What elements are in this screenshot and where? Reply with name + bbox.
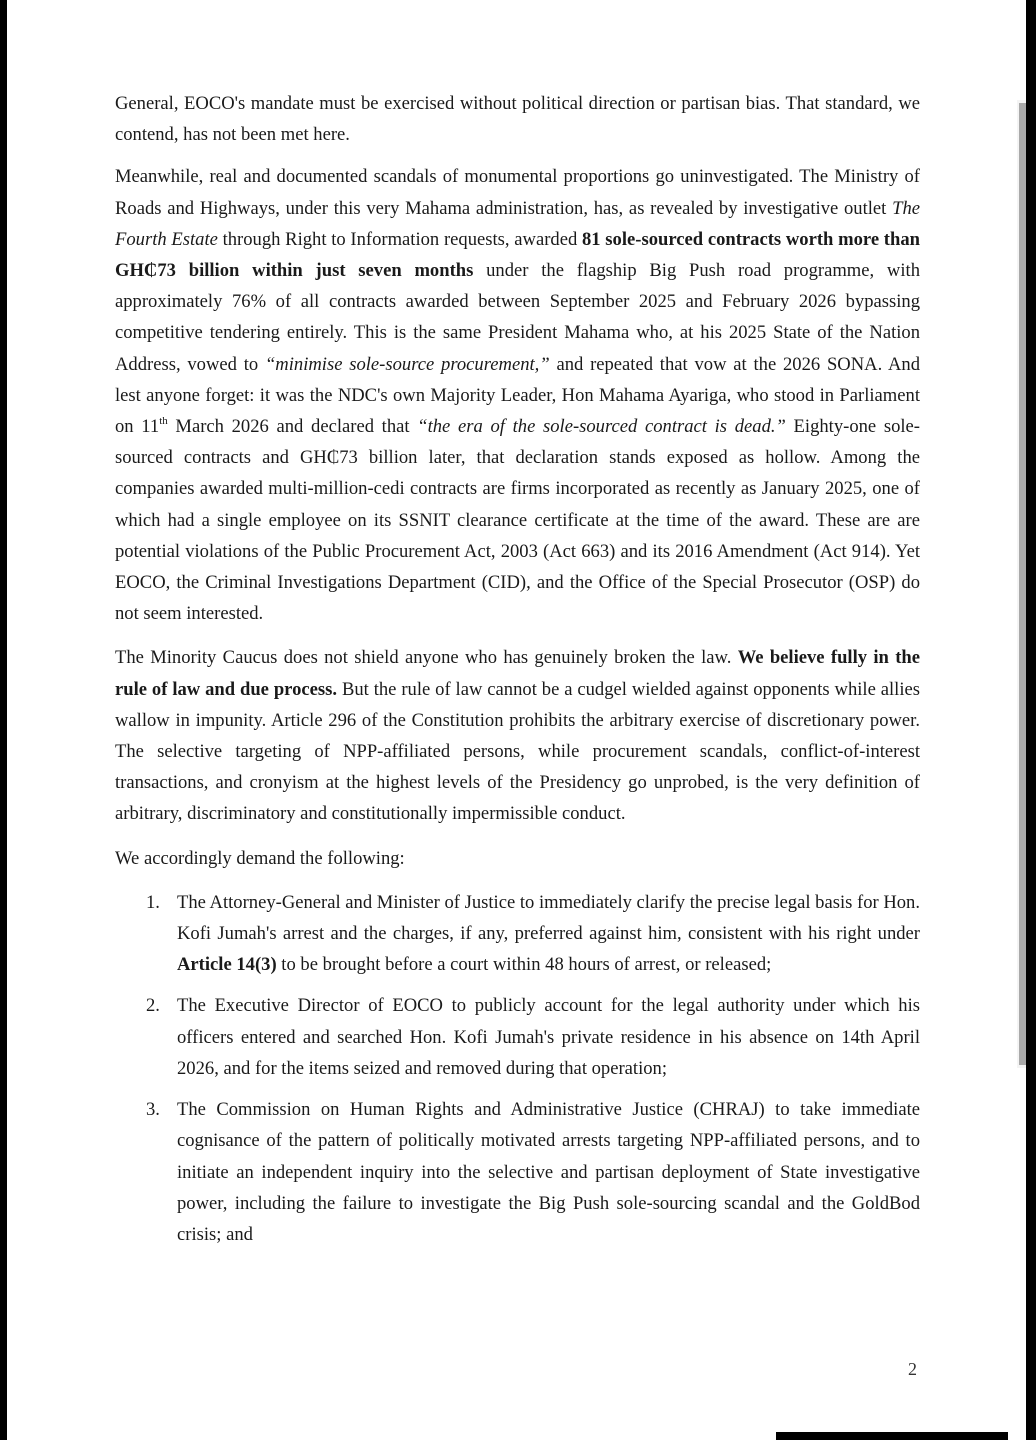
sona-quote-italic: “minimise sole-source procurement,” bbox=[264, 353, 550, 375]
paragraph-eoco-mandate bbox=[115, 88, 920, 150]
contracts-bold-emphasis: 81 sole-sourced contracts worth more than GH₵73 billion within just seven months bbox=[115, 228, 920, 282]
outlet-name-italic: The Fourth Estate bbox=[115, 197, 920, 250]
paragraph-text: General, EOCO's mandate must be exercised without political direction or partisan bias. That standard, we contend, has not been met here. bbox=[115, 93, 920, 146]
paragraph-text: But the rule of law cannot be a cudgel wielded against opponents while allies wallow in impunity. Article 296 of the Constitution prohibits the arbitrary exercise of discretionary power. The selective targeting of NPP-affiliated persons, while procurement scandals, conflict-of-interest transactions, and cronyism at the highest levels of the Presidency go unprobed, is the very definition of arbitrary, discriminatory and constitutionally impermissible conduct. bbox=[115, 678, 920, 825]
paragraph-text: March 2026 and declared that bbox=[167, 416, 418, 438]
scrollbar-thumb[interactable] bbox=[1019, 103, 1026, 1065]
paragraph-text: under the flagship Big Push road programme, with approximately 76% of all contracts awarded between September 2025 and February 2026 bypassing competitive tendering entirely. This is the same President Mahama who, at his 2025 State of the Nation Address, vowed to bbox=[115, 260, 920, 375]
demands-list bbox=[115, 887, 920, 1250]
rule-of-law-bold-emphasis: We believe fully in the rule of law and due process. bbox=[115, 647, 920, 700]
ordinal-superscript: th bbox=[159, 415, 168, 428]
demand-text: The Commission on Human Rights and Administrative Justice (CHRAJ) to take immediate cognisance of the pattern of politically motivated arrests targeting NPP-affiliated persons, and to initiate an independent inquiry into the selective and partisan deployment of State investigative power, including the failure to investigate the Big Push sole-sourcing scandal and the GoldBod crisis; and bbox=[177, 1099, 920, 1245]
list-number: 2. bbox=[146, 995, 160, 1017]
paragraph-text: Meanwhile, real and documented scandals of monumental proportions go uninvestigated. The Ministry of Roads and Highways, under this very Mahama administration, has, as revealed by investigative outlet bbox=[115, 166, 920, 219]
paragraph-scandals bbox=[115, 161, 920, 629]
demand-item-3 bbox=[115, 1094, 920, 1250]
demand-text: The Attorney-General and Minister of Justice to immediately clarify the precise legal basis for Hon. Kofi Jumah's arrest and the charges, if any, preferred against him, consistent with his right under bbox=[177, 891, 920, 945]
paragraph-rule-of-law bbox=[115, 642, 920, 829]
list-number: 3. bbox=[146, 1099, 160, 1121]
paragraph-text: through Right to Information requests, awarded bbox=[217, 228, 582, 250]
screen-frame-right bbox=[1026, 0, 1036, 1440]
demand-text: to be brought before a court within 48 hours of arrest, or released; bbox=[276, 954, 772, 976]
demand-text: The Executive Director of EOCO to publicly account for the legal authority under which his officers entered and searched Hon. Kofi Jumah's private residence in his absence on 14th April 2026, and for the items seized and removed during that operation; bbox=[177, 995, 920, 1079]
list-number: 1. bbox=[146, 891, 160, 913]
demand-item-1 bbox=[115, 887, 920, 981]
article-reference-bold: Article 14(3) bbox=[177, 954, 277, 976]
screen-frame-left bbox=[0, 0, 7, 1440]
paragraph-text: Eighty-one sole-sourced contracts and GH₵73 billion later, that declaration stands exposed as hollow. Among the companies awarded multi-million-cedi contracts are firms incorporated as recently as January 2025, one of which had a single employee on its SSNIT clearance certificate at the time of the award. These are are potential violations of the Public Procurement Act, 2003 (Act 663) and its 2016 Amendment (Act 914). Yet EOCO, the Criminal Investigations Department (CID), and the Office of the Special Prosecutor (OSP) do not seem interested. bbox=[115, 416, 921, 625]
paragraph-demands-intro bbox=[115, 843, 920, 874]
paragraph-text: The Minority Caucus does not shield anyone who has genuinely broken the law. bbox=[115, 647, 738, 669]
demand-item-2 bbox=[115, 990, 920, 1084]
document-page bbox=[115, 88, 920, 1260]
ayariga-quote-italic: “the era of the sole-sourced contract is dead.” bbox=[417, 416, 786, 438]
page-number: 2 bbox=[908, 1359, 917, 1379]
paragraph-text: and repeated that vow at the 2026 SONA. And lest anyone forget: it was the NDC's own Majority Leader, Hon Mahama Ayariga, who stood in Parliament on 11 bbox=[115, 353, 920, 438]
paragraph-text: We accordingly demand the following: bbox=[115, 847, 405, 869]
screen-frame-bottom-bar bbox=[776, 1432, 1008, 1440]
